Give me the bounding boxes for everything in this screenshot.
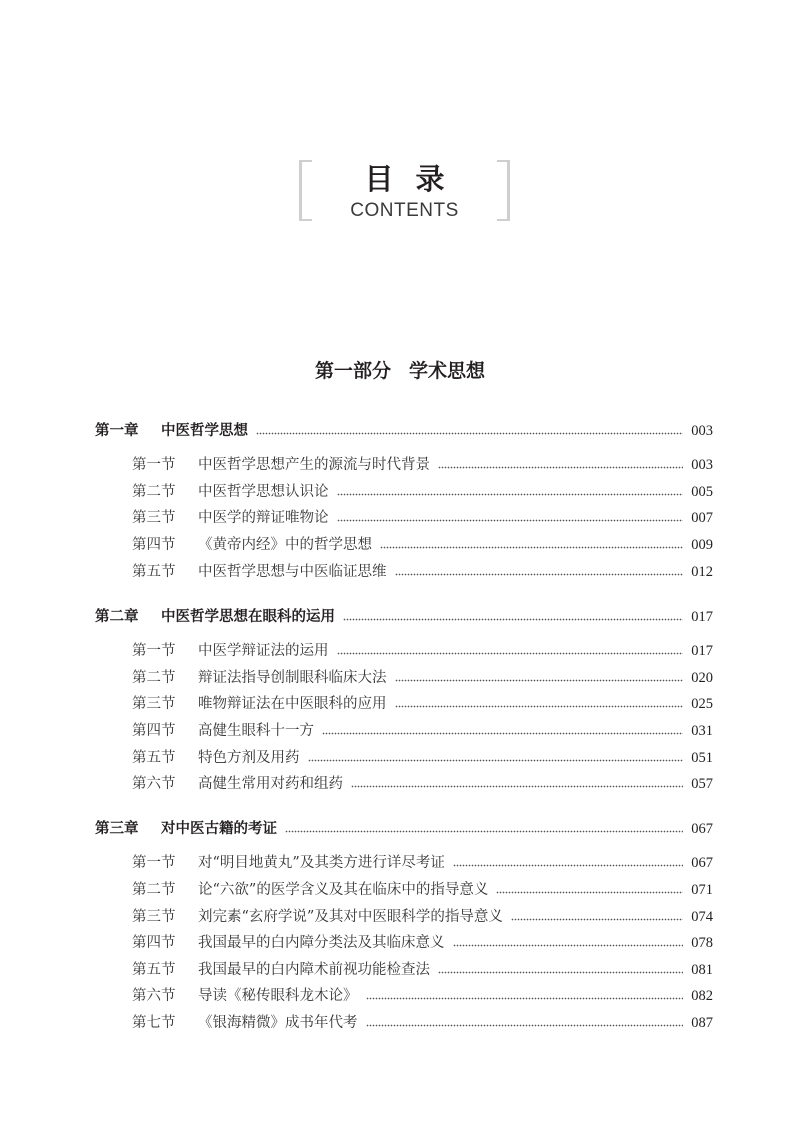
section-number: 第二节	[132, 882, 176, 898]
toc-section[interactable]	[132, 1012, 713, 1034]
page-number: 078	[691, 935, 713, 951]
section-title: 高健生眼科十一方	[198, 723, 314, 739]
page-number: 020	[691, 670, 713, 686]
section-number: 第二节	[132, 670, 176, 686]
page-number: 025	[691, 696, 713, 712]
toc-section[interactable]	[132, 932, 713, 954]
dot-leader	[395, 699, 684, 709]
section-title: 唯物辩证法在中医眼科的应用	[198, 696, 387, 712]
section-title: 特色方剂及用药	[198, 750, 300, 766]
section-title: 中医学辩证法的运用	[198, 643, 329, 659]
section-title: 中医哲学思想认识论	[198, 484, 329, 500]
section-number: 第七节	[132, 1015, 176, 1031]
dot-leader	[438, 965, 683, 975]
section-number: 第五节	[132, 750, 176, 766]
toc-section[interactable]	[132, 667, 713, 689]
page-number: 017	[691, 609, 713, 625]
dot-leader	[380, 540, 683, 550]
toc-section[interactable]	[132, 454, 713, 476]
section-title: 中医哲学思想与中医临证思维	[198, 564, 387, 580]
page-number: 051	[691, 750, 713, 766]
page-number: 074	[691, 909, 713, 925]
dot-leader	[395, 673, 684, 683]
page-number: 087	[691, 1015, 713, 1031]
dot-leader	[337, 646, 684, 656]
section-title: 我国最早的白内障分类法及其临床意义	[198, 935, 445, 951]
chapter-title: 对中医古籍的考证	[161, 820, 277, 837]
part-heading	[0, 356, 800, 383]
toc-section[interactable]	[132, 640, 713, 662]
section-title: 中医学的辩证唯物论	[198, 510, 329, 526]
toc-section[interactable]	[132, 852, 713, 874]
chapter-number: 第三章	[95, 820, 139, 837]
dot-leader	[343, 612, 683, 622]
chapter-number: 第二章	[95, 608, 139, 625]
section-number: 第三节	[132, 909, 176, 925]
toc-section[interactable]	[132, 773, 713, 795]
section-title: 导读《秘传眼科龙木论》	[198, 988, 358, 1004]
dot-leader	[496, 885, 683, 895]
page-number: 082	[691, 988, 713, 1004]
section-number: 第一节	[132, 643, 176, 659]
section-number: 第三节	[132, 510, 176, 526]
section-title: 《银海精微》成书年代考	[198, 1015, 358, 1031]
section-number: 第四节	[132, 723, 176, 739]
page-number: 017	[691, 643, 713, 659]
section-number: 第一节	[132, 855, 176, 871]
dot-leader	[395, 567, 684, 577]
page-number: 005	[691, 484, 713, 500]
section-number: 第二节	[132, 484, 176, 500]
page-title: 目录	[364, 162, 467, 196]
contents-header	[299, 160, 510, 223]
dot-leader	[366, 991, 684, 1001]
section-number: 第一节	[132, 457, 176, 473]
section-number: 第五节	[132, 564, 176, 580]
toc-section[interactable]	[132, 693, 713, 715]
section-title: 我国最早的白内障术前视功能检查法	[198, 962, 430, 978]
section-number: 第五节	[132, 962, 176, 978]
part-title: 学术思想	[409, 360, 486, 382]
dot-leader	[351, 779, 683, 789]
page-number: 031	[691, 723, 713, 739]
section-number: 第六节	[132, 776, 176, 792]
page-number: 009	[691, 537, 713, 553]
toc-section[interactable]	[132, 561, 713, 583]
section-title: 辩证法指导创制眼科临床大法	[198, 670, 387, 686]
dot-leader	[511, 912, 683, 922]
toc-section[interactable]	[132, 481, 713, 503]
part-number: 第一部分	[314, 360, 391, 382]
section-title: 《黄帝内经》中的哲学思想	[198, 537, 372, 553]
section-title: 高健生常用对药和组药	[198, 776, 343, 792]
dot-leader	[337, 487, 684, 497]
toc-section[interactable]	[132, 747, 713, 769]
page-number: 003	[691, 457, 713, 473]
toc-section[interactable]	[132, 879, 713, 901]
page-number: 067	[691, 855, 713, 871]
dot-leader	[366, 1018, 684, 1028]
toc-section[interactable]	[132, 534, 713, 556]
chapter-title: 中医哲学思想在眼科的运用	[161, 608, 335, 625]
toc-chapter-1[interactable]	[95, 420, 713, 442]
section-number: 第四节	[132, 935, 176, 951]
section-number: 第四节	[132, 537, 176, 553]
section-title: 刘完素“玄府学说”及其对中医眼科学的指导意义	[198, 909, 503, 925]
page-number: 057	[691, 776, 713, 792]
page-number: 067	[691, 821, 713, 837]
page-number: 071	[691, 882, 713, 898]
toc-section[interactable]	[132, 507, 713, 529]
chapter-title: 中医哲学思想	[161, 422, 248, 439]
dot-leader	[453, 858, 683, 868]
toc-section[interactable]	[132, 985, 713, 1007]
dot-leader	[322, 726, 683, 736]
toc-section[interactable]	[132, 959, 713, 981]
dot-leader	[453, 938, 684, 948]
dot-leader	[438, 460, 683, 470]
dot-leader	[285, 824, 683, 834]
dot-leader	[337, 513, 684, 523]
toc-section[interactable]	[132, 906, 713, 928]
page-number: 003	[691, 423, 713, 439]
page-number: 012	[691, 564, 713, 580]
page-subtitle: CONTENTS	[350, 200, 459, 221]
dot-leader	[308, 753, 684, 763]
page-number: 007	[691, 510, 713, 526]
dot-leader	[256, 426, 683, 436]
section-number: 第六节	[132, 988, 176, 1004]
section-title: 中医哲学思想产生的源流与时代背景	[198, 457, 430, 473]
toc-chapter-2[interactable]	[95, 606, 713, 628]
toc-section[interactable]	[132, 720, 713, 742]
toc-chapter-3[interactable]	[95, 818, 713, 840]
page-number: 081	[691, 962, 713, 978]
section-title: 论“六欲”的医学含义及其在临床中的指导意义	[198, 882, 489, 898]
section-title: 对“明目地黄丸”及其类方进行详尽考证	[198, 855, 445, 871]
chapter-number: 第一章	[95, 422, 139, 439]
section-number: 第三节	[132, 696, 176, 712]
